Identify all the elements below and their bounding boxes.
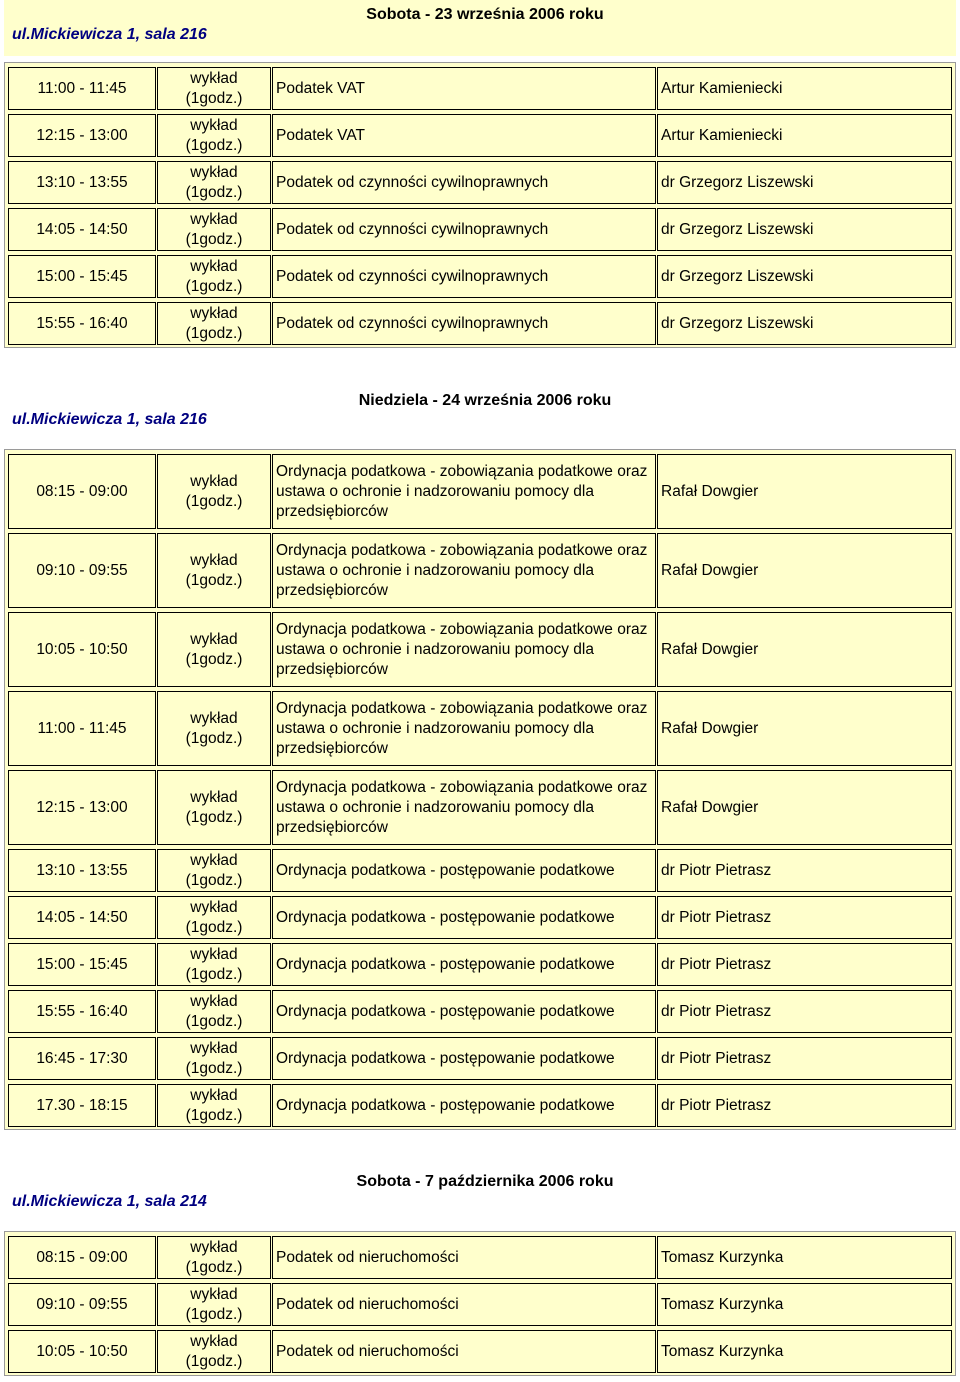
type-cell [157, 896, 271, 939]
table-row [5, 1082, 955, 1129]
type-text [186, 1238, 243, 1278]
subject-cell: Podatek od czynności cywilnoprawnych [272, 255, 656, 298]
type-text [186, 1285, 243, 1325]
subject-cell: Ordynacja podatkowa - postępowanie podatkowe [272, 896, 656, 939]
class-type: wykład [190, 116, 238, 134]
table-row [5, 768, 955, 847]
table-row [5, 300, 955, 347]
day-title: Sobota - 23 września 2006 roku [366, 6, 604, 23]
lecturer-cell: dr Piotr Pietrasz [657, 990, 952, 1033]
type-text [186, 472, 243, 512]
class-duration: (1godz.) [185, 89, 243, 107]
time-cell: 15:55 - 16:40 [8, 990, 156, 1033]
time-cell: 13:10 - 13:55 [8, 849, 156, 892]
lecturer-cell: dr Grzegorz Liszewski [657, 302, 952, 345]
class-type: wykład [190, 992, 238, 1010]
class-duration: (1godz.) [185, 1352, 243, 1370]
class-duration: (1godz.) [185, 729, 243, 747]
lecturer-cell: dr Piotr Pietrasz [657, 1084, 952, 1127]
class-type: wykład [190, 1285, 238, 1303]
type-cell [157, 612, 271, 687]
class-duration: (1godz.) [185, 1059, 243, 1077]
class-type: wykład [190, 69, 238, 87]
lecturer-cell: Tomasz Kurzynka [657, 1283, 952, 1326]
day-title: Sobota - 7 października 2006 roku [356, 1173, 614, 1190]
type-text [186, 709, 243, 749]
class-type: wykład [190, 898, 238, 916]
section-header [4, 372, 956, 442]
time-cell: 14:05 - 14:50 [8, 896, 156, 939]
class-duration: (1godz.) [185, 918, 243, 936]
type-cell [157, 533, 271, 608]
class-type: wykład [190, 630, 238, 648]
class-type: wykład [190, 1039, 238, 1057]
time-cell: 10:05 - 10:50 [8, 612, 156, 687]
type-text [186, 1086, 243, 1126]
section-header [4, 0, 956, 56]
table-row [5, 1035, 955, 1082]
subject-cell: Ordynacja podatkowa - zobowiązania podatkowe oraz ustawa o ochronie i nadzorowaniu pomocy dla przedsiębiorców [272, 691, 656, 766]
schedule-table [4, 1231, 956, 1376]
lecturer-cell: Rafał Dowgier [657, 691, 952, 766]
type-text [186, 304, 243, 344]
class-duration: (1godz.) [185, 324, 243, 342]
type-cell [157, 255, 271, 298]
section-header [4, 1155, 956, 1225]
type-cell [157, 770, 271, 845]
time-cell: 13:10 - 13:55 [8, 161, 156, 204]
time-cell: 09:10 - 09:55 [8, 1283, 156, 1326]
type-cell [157, 691, 271, 766]
table-row [5, 847, 955, 894]
class-duration: (1godz.) [185, 808, 243, 826]
class-duration: (1godz.) [185, 1012, 243, 1030]
table-row [5, 1234, 955, 1281]
subject-cell: Ordynacja podatkowa - zobowiązania podatkowe oraz ustawa o ochronie i nadzorowaniu pomocy dla przedsiębiorców [272, 612, 656, 687]
class-type: wykład [190, 1238, 238, 1256]
lecturer-cell: dr Grzegorz Liszewski [657, 255, 952, 298]
time-cell: 15:00 - 15:45 [8, 943, 156, 986]
table-row [5, 159, 955, 206]
subject-cell: Podatek VAT [272, 67, 656, 110]
time-cell: 14:05 - 14:50 [8, 208, 156, 251]
subject-cell: Podatek od nieruchomości [272, 1283, 656, 1326]
lecturer-cell: Rafał Dowgier [657, 770, 952, 845]
type-text [186, 1332, 243, 1372]
time-cell: 17.30 - 18:15 [8, 1084, 156, 1127]
type-cell [157, 208, 271, 251]
table-row [5, 206, 955, 253]
subject-cell: Podatek od czynności cywilnoprawnych [272, 302, 656, 345]
type-cell [157, 1084, 271, 1127]
subject-cell: Podatek od nieruchomości [272, 1236, 656, 1279]
type-text [186, 788, 243, 828]
class-type: wykład [190, 257, 238, 275]
lecturer-cell: dr Piotr Pietrasz [657, 1037, 952, 1080]
table-row [5, 1328, 955, 1375]
class-duration: (1godz.) [185, 1106, 243, 1124]
subject-cell: Podatek od czynności cywilnoprawnych [272, 208, 656, 251]
type-cell [157, 114, 271, 157]
time-cell: 12:15 - 13:00 [8, 770, 156, 845]
table-row [5, 531, 955, 610]
class-duration: (1godz.) [185, 965, 243, 983]
time-cell: 15:55 - 16:40 [8, 302, 156, 345]
type-text [186, 69, 243, 109]
class-duration: (1godz.) [185, 1305, 243, 1323]
class-duration: (1godz.) [185, 871, 243, 889]
type-cell [157, 943, 271, 986]
class-type: wykład [190, 472, 238, 490]
lecturer-cell: dr Grzegorz Liszewski [657, 161, 952, 204]
class-type: wykład [190, 709, 238, 727]
type-text [186, 992, 243, 1032]
type-text [186, 945, 243, 985]
type-cell [157, 67, 271, 110]
class-duration: (1godz.) [185, 571, 243, 589]
table-row [5, 452, 955, 531]
type-text [186, 551, 243, 591]
subject-cell: Ordynacja podatkowa - postępowanie podatkowe [272, 990, 656, 1033]
type-cell [157, 849, 271, 892]
type-cell [157, 454, 271, 529]
lecturer-cell: Tomasz Kurzynka [657, 1236, 952, 1279]
lecturer-cell: Tomasz Kurzynka [657, 1330, 952, 1373]
subject-cell: Ordynacja podatkowa - zobowiązania podatkowe oraz ustawa o ochronie i nadzorowaniu pomocy dla przedsiębiorców [272, 533, 656, 608]
type-cell [157, 1037, 271, 1080]
lecturer-cell: dr Grzegorz Liszewski [657, 208, 952, 251]
subject-cell: Ordynacja podatkowa - postępowanie podatkowe [272, 849, 656, 892]
class-duration: (1godz.) [185, 230, 243, 248]
lecturer-cell: dr Piotr Pietrasz [657, 896, 952, 939]
type-text [186, 116, 243, 156]
lecturer-cell: dr Piotr Pietrasz [657, 943, 952, 986]
table-row [5, 112, 955, 159]
type-text [186, 630, 243, 670]
class-duration: (1godz.) [185, 136, 243, 154]
type-text [186, 1039, 243, 1079]
class-duration: (1godz.) [185, 277, 243, 295]
day-title: Niedziela - 24 września 2006 roku [358, 392, 612, 409]
class-type: wykład [190, 551, 238, 569]
table-row [5, 610, 955, 689]
class-type: wykład [190, 1332, 238, 1350]
lecturer-cell: Rafał Dowgier [657, 612, 952, 687]
type-text [186, 257, 243, 297]
time-cell: 08:15 - 09:00 [8, 1236, 156, 1279]
subject-cell: Ordynacja podatkowa - zobowiązania podatkowe oraz ustawa o ochronie i nadzorowaniu pomocy dla przedsiębiorców [272, 770, 656, 845]
type-text [186, 898, 243, 938]
location-label: ul.Mickiewicza 1, sala 216 [12, 411, 207, 428]
table-row [5, 941, 955, 988]
class-type: wykład [190, 304, 238, 322]
lecturer-cell: Rafał Dowgier [657, 533, 952, 608]
class-duration: (1godz.) [185, 183, 243, 201]
type-cell [157, 161, 271, 204]
table-row [5, 988, 955, 1035]
class-type: wykład [190, 1086, 238, 1104]
type-text [186, 163, 243, 203]
time-cell: 15:00 - 15:45 [8, 255, 156, 298]
time-cell: 11:00 - 11:45 [8, 691, 156, 766]
subject-cell: Podatek od nieruchomości [272, 1330, 656, 1373]
table-row [5, 65, 955, 112]
lecturer-cell: Rafał Dowgier [657, 454, 952, 529]
type-cell [157, 302, 271, 345]
lecturer-cell: Artur Kamieniecki [657, 67, 952, 110]
location-label: ul.Mickiewicza 1, sala 216 [12, 26, 207, 43]
schedule-table [4, 449, 956, 1130]
time-cell: 09:10 - 09:55 [8, 533, 156, 608]
type-text [186, 210, 243, 250]
type-cell [157, 990, 271, 1033]
class-type: wykład [190, 851, 238, 869]
schedule-table [4, 62, 956, 348]
class-type: wykład [190, 788, 238, 806]
time-cell: 12:15 - 13:00 [8, 114, 156, 157]
time-cell: 11:00 - 11:45 [8, 67, 156, 110]
class-duration: (1godz.) [185, 492, 243, 510]
type-text [186, 851, 243, 891]
lecturer-cell: dr Piotr Pietrasz [657, 849, 952, 892]
subject-cell: Podatek VAT [272, 114, 656, 157]
class-duration: (1godz.) [185, 1258, 243, 1276]
type-cell [157, 1283, 271, 1326]
time-cell: 10:05 - 10:50 [8, 1330, 156, 1373]
location-label: ul.Mickiewicza 1, sala 214 [12, 1193, 207, 1210]
class-duration: (1godz.) [185, 650, 243, 668]
time-cell: 16:45 - 17:30 [8, 1037, 156, 1080]
table-row [5, 1281, 955, 1328]
class-type: wykład [190, 163, 238, 181]
type-cell [157, 1330, 271, 1373]
lecturer-cell: Artur Kamieniecki [657, 114, 952, 157]
class-type: wykład [190, 945, 238, 963]
type-cell [157, 1236, 271, 1279]
table-row [5, 253, 955, 300]
subject-cell: Ordynacja podatkowa - postępowanie podatkowe [272, 1037, 656, 1080]
subject-cell: Ordynacja podatkowa - zobowiązania podatkowe oraz ustawa o ochronie i nadzorowaniu pomocy dla przedsiębiorców [272, 454, 656, 529]
table-row [5, 894, 955, 941]
subject-cell: Ordynacja podatkowa - postępowanie podatkowe [272, 943, 656, 986]
table-row [5, 689, 955, 768]
subject-cell: Podatek od czynności cywilnoprawnych [272, 161, 656, 204]
class-type: wykład [190, 210, 238, 228]
subject-cell: Ordynacja podatkowa - postępowanie podatkowe [272, 1084, 656, 1127]
time-cell: 08:15 - 09:00 [8, 454, 156, 529]
